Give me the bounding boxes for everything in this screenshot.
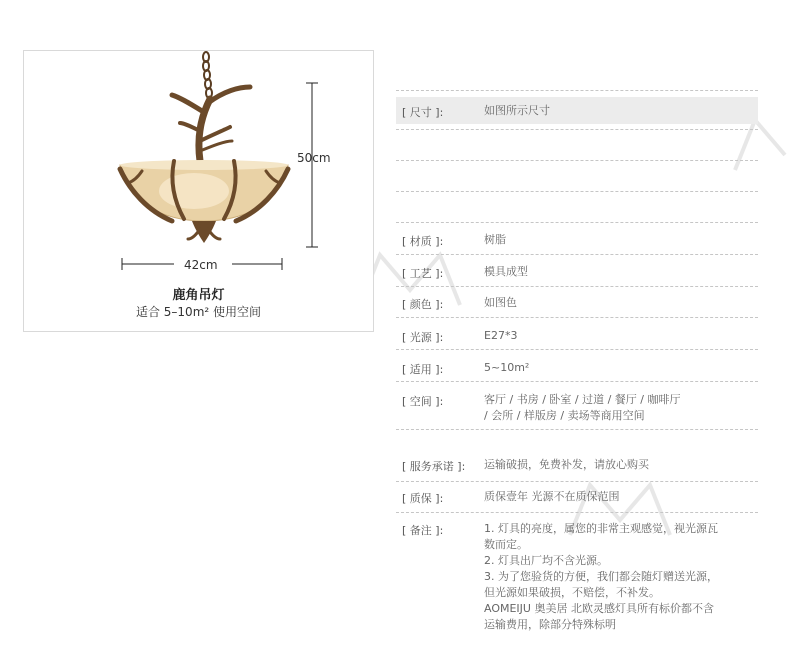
- product-name: 鹿角吊灯: [172, 288, 225, 303]
- row-divider: [396, 160, 758, 161]
- product-image-card: [23, 50, 374, 332]
- row-divider: [396, 349, 758, 350]
- spec-value-light-source: E27*3: [484, 329, 518, 342]
- spec-label-size: [ 尺寸 ]:: [402, 106, 444, 119]
- spec-value-applicable: 5~10m²: [484, 361, 530, 374]
- spec-label-space: [ 空间 ]:: [402, 395, 444, 408]
- product-usage-note: 适合 5–10m² 使用空间: [135, 305, 262, 319]
- row-divider: [396, 481, 758, 482]
- row-divider: [396, 254, 758, 255]
- row-divider: [396, 317, 758, 318]
- spec-label-color: [ 颜色 ]:: [402, 298, 444, 311]
- row-divider: [396, 429, 758, 430]
- row-divider: [396, 381, 758, 382]
- spec-value-material: 树脂: [484, 233, 506, 246]
- spec-value-craft: 模具成型: [484, 265, 528, 278]
- spec-label-craft: [ 工艺 ]:: [402, 267, 444, 280]
- spec-label-service: [ 服务承诺 ]:: [402, 460, 466, 473]
- spec-label-warranty: [ 质保 ]:: [402, 492, 444, 505]
- row-divider: [396, 191, 758, 192]
- row-divider: [396, 286, 758, 287]
- row-divider: [396, 512, 758, 513]
- spec-label-remarks: [ 备注 ]:: [402, 524, 444, 537]
- row-divider: [396, 129, 758, 130]
- spec-value-warranty: 质保壹年 光源不在质保范围: [484, 490, 620, 503]
- spec-label-light-source: [ 光源 ]:: [402, 331, 444, 344]
- spec-value-service: 运输破损，免费补发，请放心购买: [484, 458, 649, 471]
- spec-value-remarks: 1. 灯具的亮度，属您的非常主观感觉，视光源瓦 数而定。 2. 灯具出厂均不含光源。 3. 为了您验货的方便，我们都会随灯赠送光源， 但光源如果破损，不赔偿，不补发。 AOMEIJU 奥美居 北欧灵感灯具所有标价都不含 运输费用，除部分特殊标明: [484, 522, 718, 631]
- spec-label-material: [ 材质 ]:: [402, 235, 444, 248]
- spec-value-space: 客厅 / 书房 / 卧室 / 过道 / 餐厅 / 咖啡厅 / 会所 / 样版房 / 卖场等商用空间: [484, 393, 681, 422]
- spec-table: [396, 0, 758, 658]
- spec-label-applicable: [ 适用 ]:: [402, 363, 444, 376]
- spec-value-size: 如图所示尺寸: [484, 104, 550, 117]
- height-dimension-label: 50cm: [297, 151, 331, 165]
- row-divider: [396, 90, 758, 91]
- row-divider: [396, 222, 758, 223]
- width-dimension-label: 42cm: [184, 258, 218, 272]
- spec-value-color: 如图色: [484, 296, 517, 309]
